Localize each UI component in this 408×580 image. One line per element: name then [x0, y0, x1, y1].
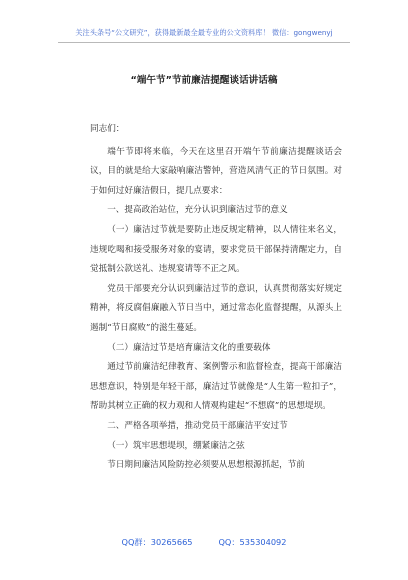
paragraph-2-1: 节日期间廉洁风险防控必须要从思想根源抓起，节前 — [107, 460, 305, 471]
paragraph-intro: 端午节即将来临，今天在这里召开端午节前廉洁提醒谈话会议，目的就是给大家敲响廉洁警钟，营造风清气正的节日氛围。对于如何过好廉洁假日，提几点要求： — [90, 146, 342, 196]
greeting: 同志们： — [90, 124, 125, 134]
footer-qq-group: QQ群：30265665 — [121, 537, 193, 547]
section-heading-2: 二、严格各项举措，推动党员干部廉洁平安过节 — [107, 420, 288, 431]
document-title: “端午节”节前廉洁提醒谈话讲话稿 — [130, 75, 278, 86]
section-heading-1: 一、提高政治站位，充分认识到廉洁过节的意义 — [107, 205, 288, 216]
paragraph-1-1: （一）廉洁过节就是要防止违反规定精神，以人情往来名义，违规吃喝和接受服务对象的宴请，要求党员干部保持清醒定力，自觉抵制公款送礼、违规宴请等不正之风。 — [90, 224, 342, 275]
header-divider — [58, 42, 350, 43]
header-banner: 关注头条号“公文研究”，获得最新最全最专业的公文资料库！ 微信：gongwenyj — [75, 28, 333, 37]
document-body — [90, 120, 342, 476]
paragraph-1-3: 通过节前廉洁纪律教育、案例警示和监督检查，提高干部廉洁思想意识，特别是年轻干部，廉洁过节就像是“人生第一粒扣子”，帮助其树立正确的权力观和人情观构建起“不想腐”的思想堤坝。 — [90, 362, 342, 412]
subheading-1-2: （二）廉洁过节是培育廉洁文化的重要载体 — [107, 342, 271, 353]
footer-contact — [0, 537, 408, 548]
subheading-2-1: （一）筑牢思想堤坝，绷紧廉洁之弦 — [107, 440, 245, 451]
footer-qq: QQ：535304092 — [218, 537, 287, 547]
paragraph-1-2: 党员干部要充分认识到廉洁过节的意识，认真贯彻落实好规定精神，将反腐倡廉融入节日当中，通过常态化监督提醒，从源头上遏制“节日腐败”的滋生蔓延。 — [90, 283, 342, 333]
